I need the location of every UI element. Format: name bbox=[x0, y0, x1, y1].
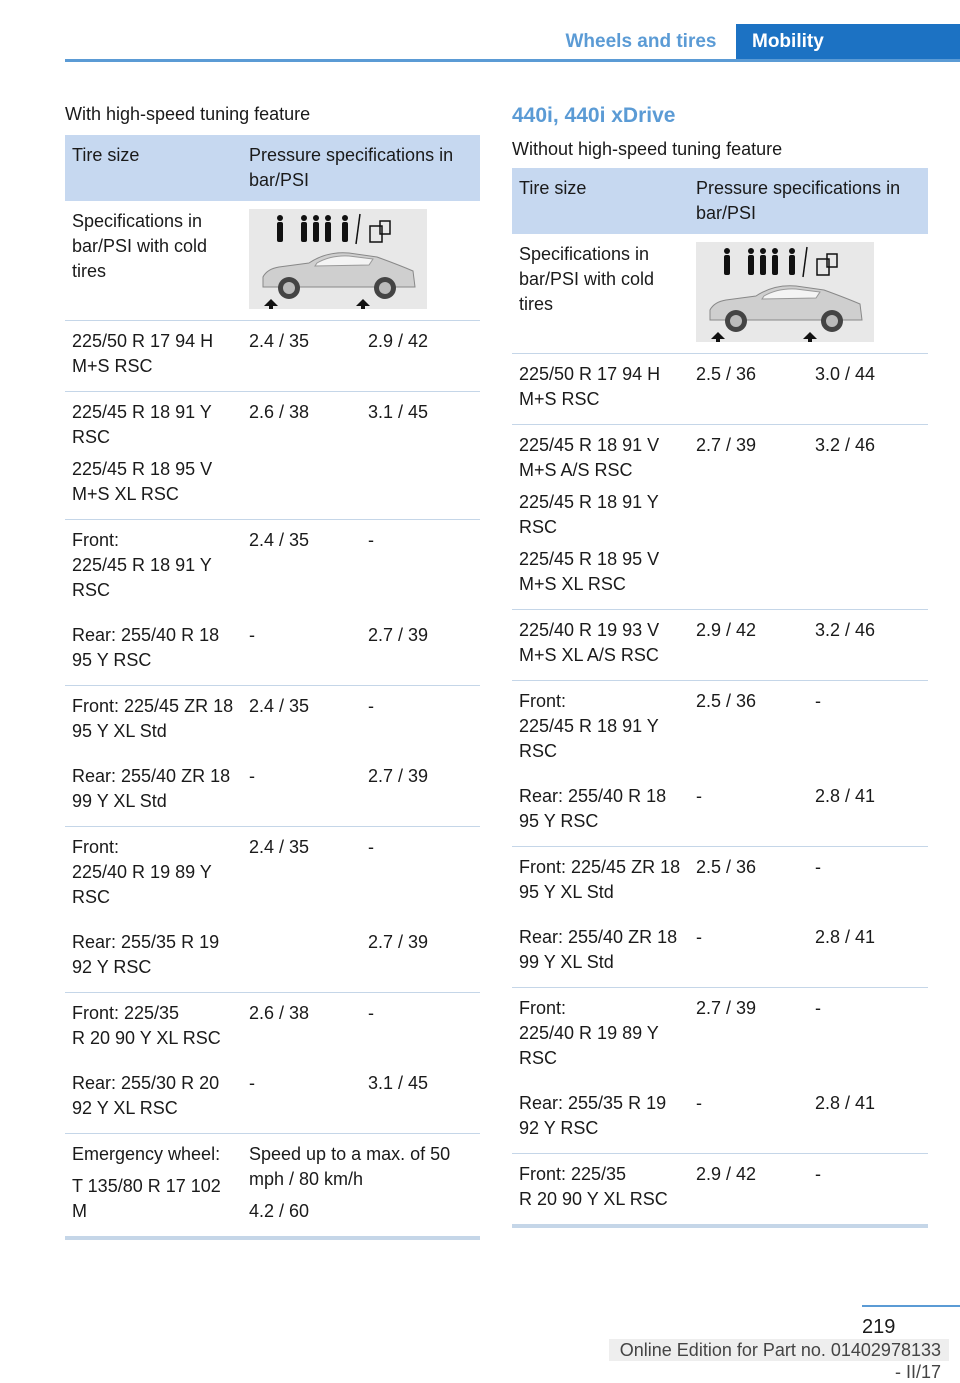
load-diagram bbox=[696, 242, 874, 342]
online-edition-note: Online Edition for Part no. 01402978133 - II/17 bbox=[609, 1339, 949, 1361]
spec-label: Specifications in bar/PSI with cold tires bbox=[65, 201, 242, 321]
pressure-cell: - bbox=[242, 615, 361, 686]
section-title: 440i, 440i xDrive bbox=[512, 104, 676, 127]
table-row bbox=[65, 756, 480, 827]
pressure-cell: 2.5 / 36 bbox=[696, 691, 757, 711]
tire-size-cell: Front: 225/45 R 18 91 Y RSC bbox=[519, 691, 659, 761]
table-row bbox=[65, 520, 480, 616]
table-row bbox=[512, 847, 928, 918]
table-row bbox=[512, 776, 928, 847]
pressure-cell: - bbox=[242, 1063, 361, 1134]
tire-size-cell: Rear: 255/30 R 20 92 Y XL RSC bbox=[65, 1063, 242, 1134]
tire-size-cell: 225/50 R 17 94 H M+S RSC bbox=[65, 321, 242, 392]
tire-size-cell bbox=[65, 1134, 242, 1239]
pressure-cell: - bbox=[242, 756, 361, 827]
column-header-pressure: Pressure specifications in bar/PSI bbox=[242, 135, 480, 201]
pressure-cell: - bbox=[368, 1003, 374, 1023]
pressure-cell: - bbox=[368, 696, 374, 716]
emergency-wheel-label: Emergency wheel: bbox=[72, 1144, 221, 1164]
tire-size-cell: Front: 225/45 R 18 91 Y RSC bbox=[72, 530, 212, 600]
tire-size-cell: Rear: 255/40 R 18 95 Y RSC bbox=[512, 776, 689, 847]
tire-size-cell: Front: 225/45 ZR 18 95 Y XL Std bbox=[72, 696, 234, 741]
tab-mobility[interactable]: Mobility bbox=[736, 24, 960, 62]
car-side-icon bbox=[710, 286, 862, 332]
pressure-cell: 2.5 / 36 bbox=[689, 354, 808, 425]
table-row bbox=[512, 425, 928, 610]
spec-row bbox=[65, 201, 480, 321]
table-row bbox=[512, 681, 928, 777]
table-row bbox=[65, 321, 480, 392]
spec-row bbox=[512, 234, 928, 354]
pressure-cell: 2.9 / 42 bbox=[689, 610, 808, 681]
tire-size-cell bbox=[512, 425, 689, 610]
table-row bbox=[65, 993, 480, 1064]
car-load-illustration bbox=[249, 209, 427, 309]
arrow-up-icon bbox=[711, 332, 817, 342]
table-header-row bbox=[512, 168, 928, 234]
tire-size-cell: Rear: 255/35 R 19 92 Y RSC bbox=[65, 922, 242, 993]
pressure-cell: 3.1 / 45 bbox=[361, 392, 480, 520]
load-diagram bbox=[249, 209, 427, 309]
right-column bbox=[512, 102, 928, 1228]
person-icon bbox=[277, 215, 348, 242]
tire-size-line: 225/45 R 18 95 V M+S XL RSC bbox=[519, 549, 660, 594]
tire-size-cell: Front: 225/35 R 20 90 Y XL RSC bbox=[72, 1003, 221, 1048]
tire-size-cell: 225/50 R 17 94 H M+S RSC bbox=[512, 354, 689, 425]
tire-size-cell: Front: 225/35 R 20 90 Y XL RSC bbox=[519, 1164, 668, 1209]
pressure-cell bbox=[242, 922, 361, 993]
car-side-icon bbox=[263, 253, 415, 299]
table-caption: With high-speed tuning feature bbox=[65, 104, 311, 124]
table-row bbox=[65, 615, 480, 686]
spec-label: Specifications in bar/PSI with cold tires bbox=[512, 234, 689, 354]
column-header-tire-size: Tire size bbox=[512, 168, 689, 234]
table-header-row bbox=[65, 135, 480, 201]
table-row bbox=[512, 354, 928, 425]
column-header-tire-size: Tire size bbox=[65, 135, 242, 201]
tire-size-line: 225/45 R 18 91 Y RSC bbox=[519, 492, 659, 537]
pressure-cell: - bbox=[815, 998, 821, 1018]
pressure-cell: 2.4 / 35 bbox=[249, 696, 310, 716]
pressure-cell: 2.7 / 39 bbox=[696, 998, 757, 1018]
luggage-icon bbox=[817, 254, 837, 275]
tire-size-cell: Front: 225/45 ZR 18 95 Y XL Std bbox=[519, 857, 681, 902]
pressure-cell: 2.7 / 39 bbox=[689, 425, 808, 610]
tab-wheels-and-tires[interactable]: Wheels and tires bbox=[565, 31, 717, 52]
table-row bbox=[512, 917, 928, 988]
tire-size-cell: 225/40 R 19 93 V M+S XL A/S RSC bbox=[512, 610, 689, 681]
column-header-pressure: Pressure specifications in bar/PSI bbox=[689, 168, 928, 234]
tire-size-cell: Front: 225/40 R 19 89 Y RSC bbox=[72, 837, 212, 907]
speed-limit-note: Speed up to a max. of 50 mph / 80 km/h bbox=[249, 1144, 451, 1189]
emergency-wheel-size: T 135/80 R 17 102 M bbox=[72, 1176, 221, 1221]
emergency-wheel-row bbox=[65, 1134, 480, 1239]
pressure-cell: 2.8 / 41 bbox=[808, 917, 928, 988]
person-icon bbox=[724, 248, 795, 275]
arrow-up-icon bbox=[264, 299, 370, 309]
table-row bbox=[512, 988, 928, 1084]
load-diagram-cell bbox=[242, 201, 480, 321]
table-row bbox=[65, 827, 480, 923]
pressure-cell: - bbox=[368, 530, 374, 550]
tire-size-cell: Rear: 255/40 ZR 18 99 Y XL Std bbox=[512, 917, 689, 988]
emergency-wheel-info bbox=[242, 1134, 480, 1239]
pressure-cell: 2.6 / 38 bbox=[249, 1003, 310, 1023]
header-rule bbox=[65, 59, 960, 62]
pressure-cell: 3.0 / 44 bbox=[808, 354, 928, 425]
tire-size-line: 225/45 R 18 91 Y RSC bbox=[72, 402, 212, 447]
pressure-cell: 2.5 / 36 bbox=[696, 857, 757, 877]
table-row bbox=[512, 1083, 928, 1154]
car-load-illustration bbox=[696, 242, 874, 342]
tire-size-cell: Rear: 255/35 R 19 92 Y RSC bbox=[512, 1083, 689, 1154]
table-row bbox=[65, 1063, 480, 1134]
tire-pressure-table-left bbox=[65, 135, 480, 1240]
table-row bbox=[65, 686, 480, 757]
pressure-cell: 2.7 / 39 bbox=[361, 615, 480, 686]
pressure-cell: 3.1 / 45 bbox=[361, 1063, 480, 1134]
pressure-cell: 2.9 / 42 bbox=[696, 1164, 757, 1184]
load-diagram-cell bbox=[689, 234, 928, 354]
left-column bbox=[65, 102, 480, 1240]
pressure-cell: 2.7 / 39 bbox=[361, 756, 480, 827]
pressure-cell: 2.9 / 42 bbox=[361, 321, 480, 392]
tire-size-cell: Front: 225/40 R 19 89 Y RSC bbox=[519, 998, 659, 1068]
luggage-icon bbox=[370, 221, 390, 242]
tire-size-cell: Rear: 255/40 ZR 18 99 Y XL Std bbox=[65, 756, 242, 827]
pressure-cell: - bbox=[689, 917, 808, 988]
pressure-cell: 3.2 / 46 bbox=[808, 425, 928, 610]
footer-rule bbox=[862, 1305, 960, 1307]
pressure-cell: 2.6 / 38 bbox=[242, 392, 361, 520]
table-row bbox=[65, 392, 480, 520]
pressure-cell: - bbox=[689, 776, 808, 847]
tire-size-cell bbox=[65, 392, 242, 520]
table-caption: Without high-speed tuning feature bbox=[512, 139, 783, 159]
pressure-cell: 2.4 / 35 bbox=[242, 321, 361, 392]
pressure-cell: - bbox=[815, 1164, 821, 1184]
tire-pressure-table-right bbox=[512, 168, 928, 1228]
pressure-cell: - bbox=[689, 1083, 808, 1154]
page-number: 219 bbox=[862, 1316, 896, 1338]
tire-size-line: 225/45 R 18 91 V M+S A/S RSC bbox=[519, 435, 660, 480]
table-row bbox=[512, 610, 928, 681]
tire-size-cell: Rear: 255/40 R 18 95 Y RSC bbox=[65, 615, 242, 686]
tire-size-line: 225/45 R 18 95 V M+S XL RSC bbox=[72, 459, 213, 504]
pressure-cell: 2.4 / 35 bbox=[249, 837, 310, 857]
pressure-cell: 2.8 / 41 bbox=[808, 776, 928, 847]
pressure-cell: - bbox=[815, 691, 821, 711]
emergency-wheel-pressure: 4.2 / 60 bbox=[249, 1201, 310, 1221]
table-row bbox=[65, 922, 480, 993]
pressure-cell: 2.4 / 35 bbox=[249, 530, 310, 550]
table-row bbox=[512, 1154, 928, 1227]
pressure-cell: 2.7 / 39 bbox=[361, 922, 480, 993]
pressure-cell: 3.2 / 46 bbox=[808, 610, 928, 681]
pressure-cell: 2.8 / 41 bbox=[808, 1083, 928, 1154]
pressure-cell: - bbox=[368, 837, 374, 857]
pressure-cell: - bbox=[815, 857, 821, 877]
